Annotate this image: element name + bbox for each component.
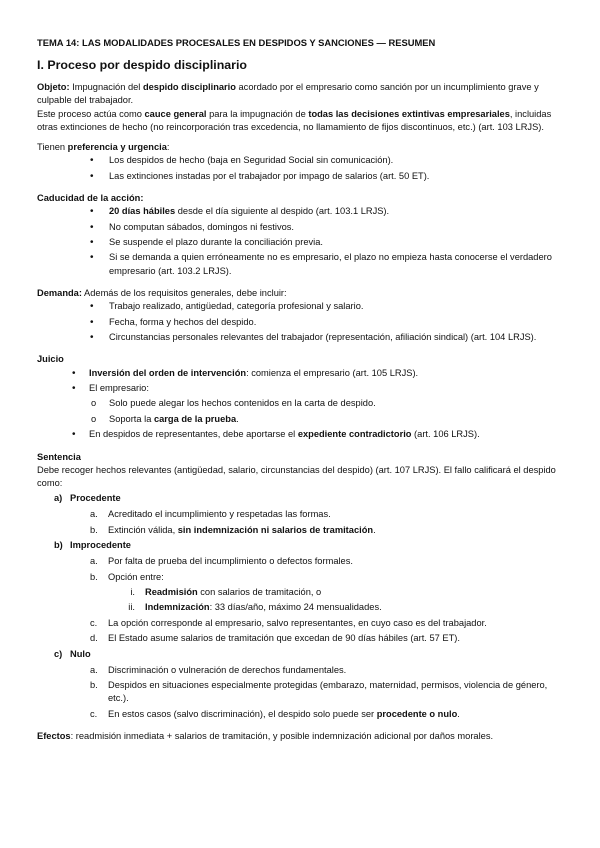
demanda-label: Demanda: xyxy=(37,287,82,298)
preferencia-text-2: : xyxy=(166,142,170,153)
procedente-item xyxy=(37,492,563,505)
item-marker: b) xyxy=(54,540,63,551)
list-subitem xyxy=(37,555,563,568)
list-item xyxy=(37,367,563,380)
subsub-text: con salarios de tramitación, o xyxy=(197,587,322,598)
list-item: • Trabajo realizado, antigüedad, categoría profesional y salario. xyxy=(37,300,563,313)
objeto-paragraph xyxy=(37,81,563,107)
subitem-text: Por falta de prueba del incumplimiento o defectos formales. xyxy=(108,556,353,567)
cauce-bold-2: todas las decisiones extintivas empresariales xyxy=(308,108,510,119)
caducidad-text: desde el día siguiente al despido (art. 103.1 LRJS). xyxy=(175,206,390,217)
sentencia-heading-text: Sentencia xyxy=(37,451,81,462)
list-item: • El empresario: xyxy=(37,382,563,395)
juicio-sub-bold: carga de la prueba xyxy=(153,413,237,424)
list-subitem xyxy=(37,524,563,537)
list-subitem xyxy=(37,413,563,426)
item-marker: c) xyxy=(54,648,63,659)
subitem-bold: procedente o nulo xyxy=(376,708,458,719)
juicio-list xyxy=(37,367,563,442)
subitem-text: Opción entre: xyxy=(108,571,164,582)
subitem-bold: sin indemnización ni salarios de tramitación xyxy=(177,524,374,535)
subitem-end: . xyxy=(373,524,376,535)
cauce-text-2: para la impugnación de xyxy=(206,108,309,119)
preferencia-list xyxy=(37,154,563,183)
cauce-paragraph xyxy=(37,108,563,134)
juicio-text-1: : comienza el empresario (art. 105 LRJS). xyxy=(246,367,419,378)
item-marker: b. xyxy=(90,571,98,582)
section-title: I. Proceso por despido disciplinario xyxy=(37,58,247,73)
item-marker: c. xyxy=(90,617,98,628)
efectos-text: : readmisión inmediata + salarios de tramitación, y posible indemnización adicional por daños morales. xyxy=(70,731,494,742)
juicio-heading-text: Juicio xyxy=(37,354,64,365)
juicio-bold-1: Inversión del orden de intervención xyxy=(89,367,247,378)
procedente-label: Procedente xyxy=(70,493,121,504)
nulo-label: Nulo xyxy=(70,648,91,659)
document-page xyxy=(37,36,563,743)
preferencia-paragraph xyxy=(37,141,563,154)
efectos-label: Efectos xyxy=(37,731,71,742)
objeto-bold-1: despido disciplinario xyxy=(142,82,236,93)
cauce-text-3: , incluidas otras extinciones de hecho (no reincorporación tras excedencia, no llamamiento de fijos discontinuos, etc.) (art. 103 LRJS). xyxy=(37,108,552,132)
list-subitem: o Solo puede alegar los hechos contenidos en la carta de despido. xyxy=(37,397,563,410)
document-title: TEMA 14: LAS MODALIDADES PROCESALES EN DESPIDOS Y SANCIONES — RESUMEN xyxy=(37,37,436,48)
juicio-heading xyxy=(37,353,563,366)
list-item: • Fecha, forma y hechos del despido. xyxy=(37,316,563,329)
list-subsubitem xyxy=(37,586,563,599)
subitem-text: La opción corresponde al empresario, salvo representantes, en cuyo caso es del trabajador. xyxy=(108,617,487,628)
item-marker: b. xyxy=(90,524,98,535)
list-subitem xyxy=(37,632,563,645)
subitem-text: Extinción válida, xyxy=(108,524,178,535)
subitem-text: En estos casos (salvo discriminación), el despido solo puede ser xyxy=(108,708,377,719)
subitem-text: El Estado asume salarios de tramitación que excedan de 90 días hábiles (art. 57 ET). xyxy=(108,633,460,644)
objeto-text-1: Impugnación del xyxy=(69,82,143,93)
juicio-sub-text: Soporta la xyxy=(109,413,154,424)
improcedente-label: Improcedente xyxy=(70,540,131,551)
list-item: • Se suspende el plazo durante la conciliación previa. xyxy=(37,236,563,249)
list-subitem xyxy=(37,508,563,521)
sentencia-intro: Debe recoger hechos relevantes (antigüedad, salario, circunstancias del despido) (art. 107 LRJS). El fallo calificará el despido como: xyxy=(37,464,556,488)
sentencia-heading xyxy=(37,451,563,464)
list-item: • Los despidos de hecho (baja en Seguridad Social sin comunicación). xyxy=(37,154,563,167)
subitem-text: Despidos en situaciones especialmente protegidas (embarazo, maternidad, permisos, violencia de género, etc.). xyxy=(108,680,548,704)
cauce-text-1: Este proceso actúa como xyxy=(37,108,145,119)
juicio-sub-end: . xyxy=(236,413,239,424)
nulo-item xyxy=(37,648,563,661)
preferencia-bold: preferencia y urgencia xyxy=(67,142,167,153)
preferencia-text-1: Tienen xyxy=(37,142,68,153)
objeto-label: Objeto: xyxy=(37,82,70,93)
caducidad-heading-text: Caducidad de la acción: xyxy=(37,193,144,203)
efectos-paragraph xyxy=(37,730,563,743)
improcedente-item xyxy=(37,539,563,552)
list-subsubitem xyxy=(37,601,563,614)
list-item: • Circunstancias personales relevantes del trabajador (representación, afiliación sindical) (art. 104 LRJS). xyxy=(37,331,563,344)
list-item xyxy=(37,428,563,441)
subsub-bold: Indemnización xyxy=(145,602,210,613)
demanda-paragraph xyxy=(37,287,563,300)
subitem-end: . xyxy=(457,708,460,719)
demanda-list xyxy=(37,300,563,344)
list-item xyxy=(37,205,563,218)
cauce-bold-1: cauce general xyxy=(144,108,207,119)
item-marker: i. xyxy=(130,587,135,598)
caducidad-heading xyxy=(37,192,563,205)
item-marker: b. xyxy=(90,680,98,691)
item-marker: a. xyxy=(90,664,98,675)
list-item: • No computan sábados, domingos ni festivos. xyxy=(37,221,563,234)
item-marker: a) xyxy=(54,493,63,504)
subitem-text: Acreditado el incumplimiento y respetadas las formas. xyxy=(108,509,331,520)
list-item: • Si se demanda a quien erróneamente no es empresario, el plazo no empieza hasta conocerse el verdadero empresario (art. 103.2 LRJS). xyxy=(37,251,563,277)
juicio-text-3: En despidos de representantes, debe aportarse el xyxy=(89,429,298,440)
item-marker: a. xyxy=(90,509,98,520)
subitem-text: Discriminación o vulneración de derechos fundamentales. xyxy=(108,664,347,675)
list-item: • Las extinciones instadas por el trabajador por impago de salarios (art. 50 ET). xyxy=(37,170,563,183)
caducidad-bold: 20 días hábiles xyxy=(109,206,176,217)
item-marker: a. xyxy=(90,556,98,567)
objeto-text-2: acordado por el empresario como sanción por un incumplimiento grave y culpable del trabajador. xyxy=(37,82,539,106)
juicio-bold-3: expediente contradictorio xyxy=(297,429,412,440)
list-subitem xyxy=(37,679,563,705)
subsub-bold: Readmisión xyxy=(145,587,198,598)
juicio-end-3: (art. 106 LRJS). xyxy=(411,429,480,440)
list-subitem xyxy=(37,664,563,677)
item-marker: d. xyxy=(90,633,98,644)
list-subitem xyxy=(37,571,563,584)
list-subitem xyxy=(37,708,563,721)
item-marker: ii. xyxy=(128,602,135,613)
item-marker: c. xyxy=(90,708,98,719)
list-subitem xyxy=(37,617,563,630)
subsub-text: : 33 días/año, máximo 24 mensualidades. xyxy=(209,602,382,613)
demanda-text: Además de los requisitos generales, debe incluir: xyxy=(81,287,287,298)
caducidad-list xyxy=(37,205,563,278)
